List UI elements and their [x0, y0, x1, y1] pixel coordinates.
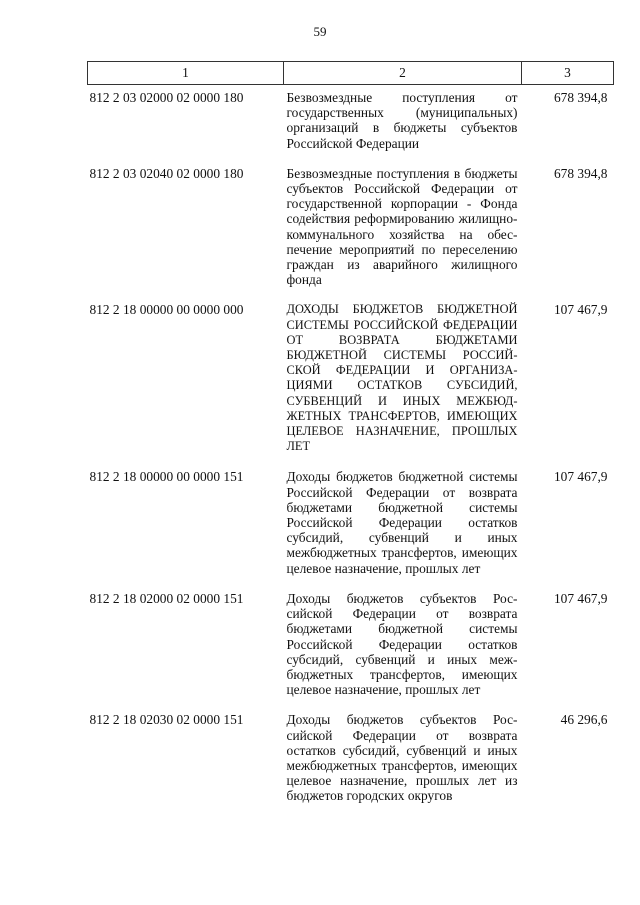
revenue-name: Безвозмездные поступления в бюджеты субъектов Российской Федерации от государственной корпорации - Фонда содействия реформированию жилищно-коммунального хозяйства на обеспечение мероприятий по переселению граждан из аварийного жилищного фонда	[286, 165, 518, 288]
revenue-amount: 46 296,6	[560, 712, 608, 728]
revenue-amount: 678 394,8	[553, 165, 608, 181]
revenue-code: 812 2 18 00000 00 0000 000	[89, 302, 244, 318]
table-row	[88, 302, 614, 469]
revenue-name: Безвозмездные поступления от государственных (муниципальных) организаций в бюджеты субъектов Российской Федерации	[286, 90, 518, 151]
revenue-amount: 107 467,9	[553, 590, 608, 606]
column-header-name: 2	[284, 62, 522, 85]
revenue-amount: 107 467,9	[553, 469, 608, 485]
revenue-amount: 678 394,8	[553, 90, 608, 105]
page-number: 59	[313, 24, 327, 39]
revenue-name: Доходы бюджетов субъектов Российской Федерации от возврата остатков субсидий, субвенций и иных межбюджетных трансфертов, имеющих целевое назначение, прошлых лет из бюджетов городских округов	[286, 712, 518, 804]
revenue-amount: 107 467,9	[553, 302, 608, 318]
revenue-code: 812 2 18 02000 02 0000 151	[89, 590, 244, 606]
revenue-code: 812 2 03 02000 02 0000 180	[89, 90, 244, 105]
revenue-name: Доходы бюджетов бюджетной системы Российской Федерации от возврата бюджетами бюджетной системы Российской Федерации остатков субсидий, субвенций и иных межбюджетных трансфертов, имеющих целевое назначение, прошлых лет	[286, 469, 518, 576]
table-row	[88, 166, 614, 303]
table-row	[88, 591, 614, 712]
revenue-name: ДОХОДЫ БЮДЖЕТОВ БЮДЖЕТНОЙ СИСТЕМЫ РОССИЙСКОЙ ФЕДЕРАЦИИ ОТ ВОЗВРАТА БЮДЖЕТАМИ БЮДЖЕТНОЙ СИСТЕМЫ РОССИЙСКОЙ ФЕДЕРАЦИИ И ОРГАНИЗАЦИЯМИ ОСТАТКОВ СУБСИДИЙ, СУБВЕНЦИЙ И ИНЫХ МЕЖБЮДЖЕТНЫХ ТРАНСФЕРТОВ, ИМЕЮЩИХ ЦЕЛЕВОЕ НАЗНАЧЕНИЕ, ПРОШЛЫХ ЛЕТ	[286, 302, 518, 454]
table-row	[88, 469, 614, 590]
table-row	[88, 85, 614, 166]
column-header-code: 1	[88, 62, 284, 85]
revenue-code: 812 2 18 02030 02 0000 151	[89, 712, 244, 728]
revenue-name: Доходы бюджетов субъектов Российской Федерации от возврата бюджетами бюджетной системы Российской Федерации остатков субсидий, субвенций и иных межбюджетных трансфертов, имеющих целевое назначение, прошлых лет	[286, 590, 518, 698]
table-header-row	[88, 62, 614, 85]
table-row	[88, 712, 614, 818]
budget-revenue-table	[87, 61, 614, 819]
revenue-code: 812 2 18 00000 00 0000 151	[89, 469, 244, 485]
revenue-code: 812 2 03 02040 02 0000 180	[89, 165, 244, 181]
column-header-amount: 3	[522, 62, 614, 85]
